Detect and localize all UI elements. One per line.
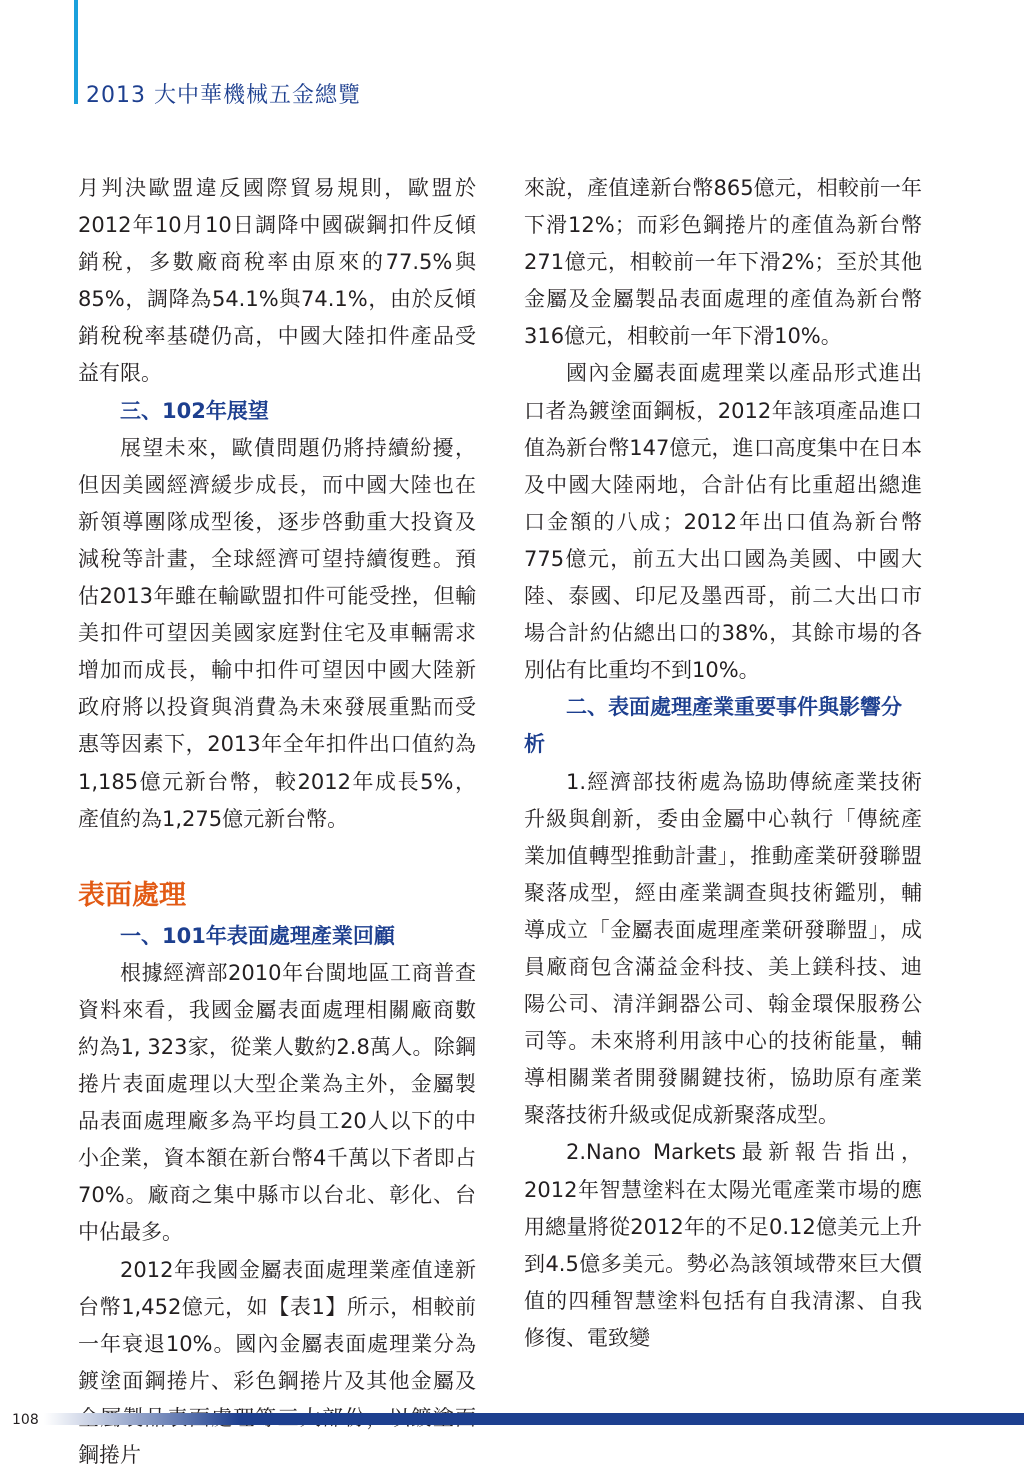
header-accent-bar [74, 0, 78, 104]
footer-bar [44, 1413, 1024, 1425]
paragraph: 國內金屬表面處理業以產品形式進出口者為鍍塗面鋼板，2012年該項產品進口值為新台幣147億元，進口高度集中在日本及中國大陸兩地，合計佔有比重超出總進口金額的八成；2012年出口值為新台幣775億元，前五大出口國為美國、中國大陸、泰國、印尼及墨西哥，前二大出口市場合計約佔總出口的38%，其餘市場的各別佔有比重均不到10%。 [524, 361, 922, 683]
subheading: 一、101年表面處理產業回顧 [120, 923, 395, 948]
paragraph: 來說，產值達新台幣865億元，相較前一年下滑12%；而彩色鋼捲片的產值為新台幣271億元，相較前一年下滑2%；至於其他金屬及金屬製品表面處理的產值為新台幣316億元，相較前一年下滑10%。 [524, 176, 922, 349]
paragraph: 月判決歐盟違反國際貿易規則，歐盟於2012年10月10日調降中國碳鋼扣件反傾銷稅，多數廠商稅率由原來的77.5%與85%，調降為54.1%與74.1%，由於反傾銷稅稅率基礎仍高，中國大陸扣件產品受益有限。 [78, 176, 476, 386]
right-column [524, 170, 922, 1357]
paragraph: 根據經濟部2010年台閩地區工商普查資料來看，我國金屬表面處理相關廠商數約為1, 323家，從業人數約2.8萬人。除鋼捲片表面處理以大型企業為主外，金屬製品表面處理廠多為平均員工20人以下的中小企業，資本額在新台幣4千萬以下者即占70%。廠商之集中縣市以台北、彰化、台中佔最多。 [78, 960, 476, 1245]
paragraph: 2.Nano Markets最新報告指出，2012年智慧塗料在太陽光電產業市場的應用總量將從2012年的不足0.12億美元上升到4.5億多美元。勢必為該領域帶來巨大價值的四種智慧塗料包括有自我清潔、自我修復、電致變 [524, 1140, 922, 1350]
section-heading: 表面處理 [78, 879, 186, 911]
paragraph: 1.經濟部技術處為協助傳統產業技術升級與創新，委由金屬中心執行「傳統產業加值轉型推動計畫」，推動產業研發聯盟聚落成型，經由產業調查與技術鑑別，輔導成立「金屬表面處理產業研發聯盟」，成員廠商包含滿益金科技、美上鎂科技、迪陽公司、清洋銅器公司、翰金環保服務公司等。未來將利用該中心的技術能量，輔導相關業者開發關鍵技術，協助原有產業聚落技術升級或促成新聚落成型。 [524, 769, 922, 1128]
paragraph: 展望未來，歐債問題仍將持續紛擾，但因美國經濟緩步成長，而中國大陸也在新領導團隊成型後，逐步啓動重大投資及減稅等計畫，全球經濟可望持續復甦。預估2013年雖在輸歐盟扣件可能受挫，但輸美扣件可望因美國家庭對住宅及車輛需求增加而成長，輸中扣件可望因中國大陸新政府將以投資與消費為未來發展重點而受惠等因素下，2013年全年扣件出口值約為1,185億元新台幣，較2012年成長5%，產值約為1,275億元新台幣。 [78, 435, 476, 831]
left-column [78, 170, 476, 1474]
page-number: 108 [12, 1412, 39, 1428]
paragraph: 2012年我國金屬表面處理業產值達新台幣1,452億元，如【表1】所示，相較前一年衰退10%。國內金屬表面處理業分為鍍塗面鋼捲片、彩色鋼捲片及其他金屬及 鋼捲片 [78, 1257, 476, 1467]
subheading: 二、表面處理產業重要事件與影響分析 [524, 695, 902, 757]
running-header-title: 2013 大中華機械五金總覽 [86, 83, 361, 108]
subheading: 三、102年展望 [120, 398, 269, 423]
